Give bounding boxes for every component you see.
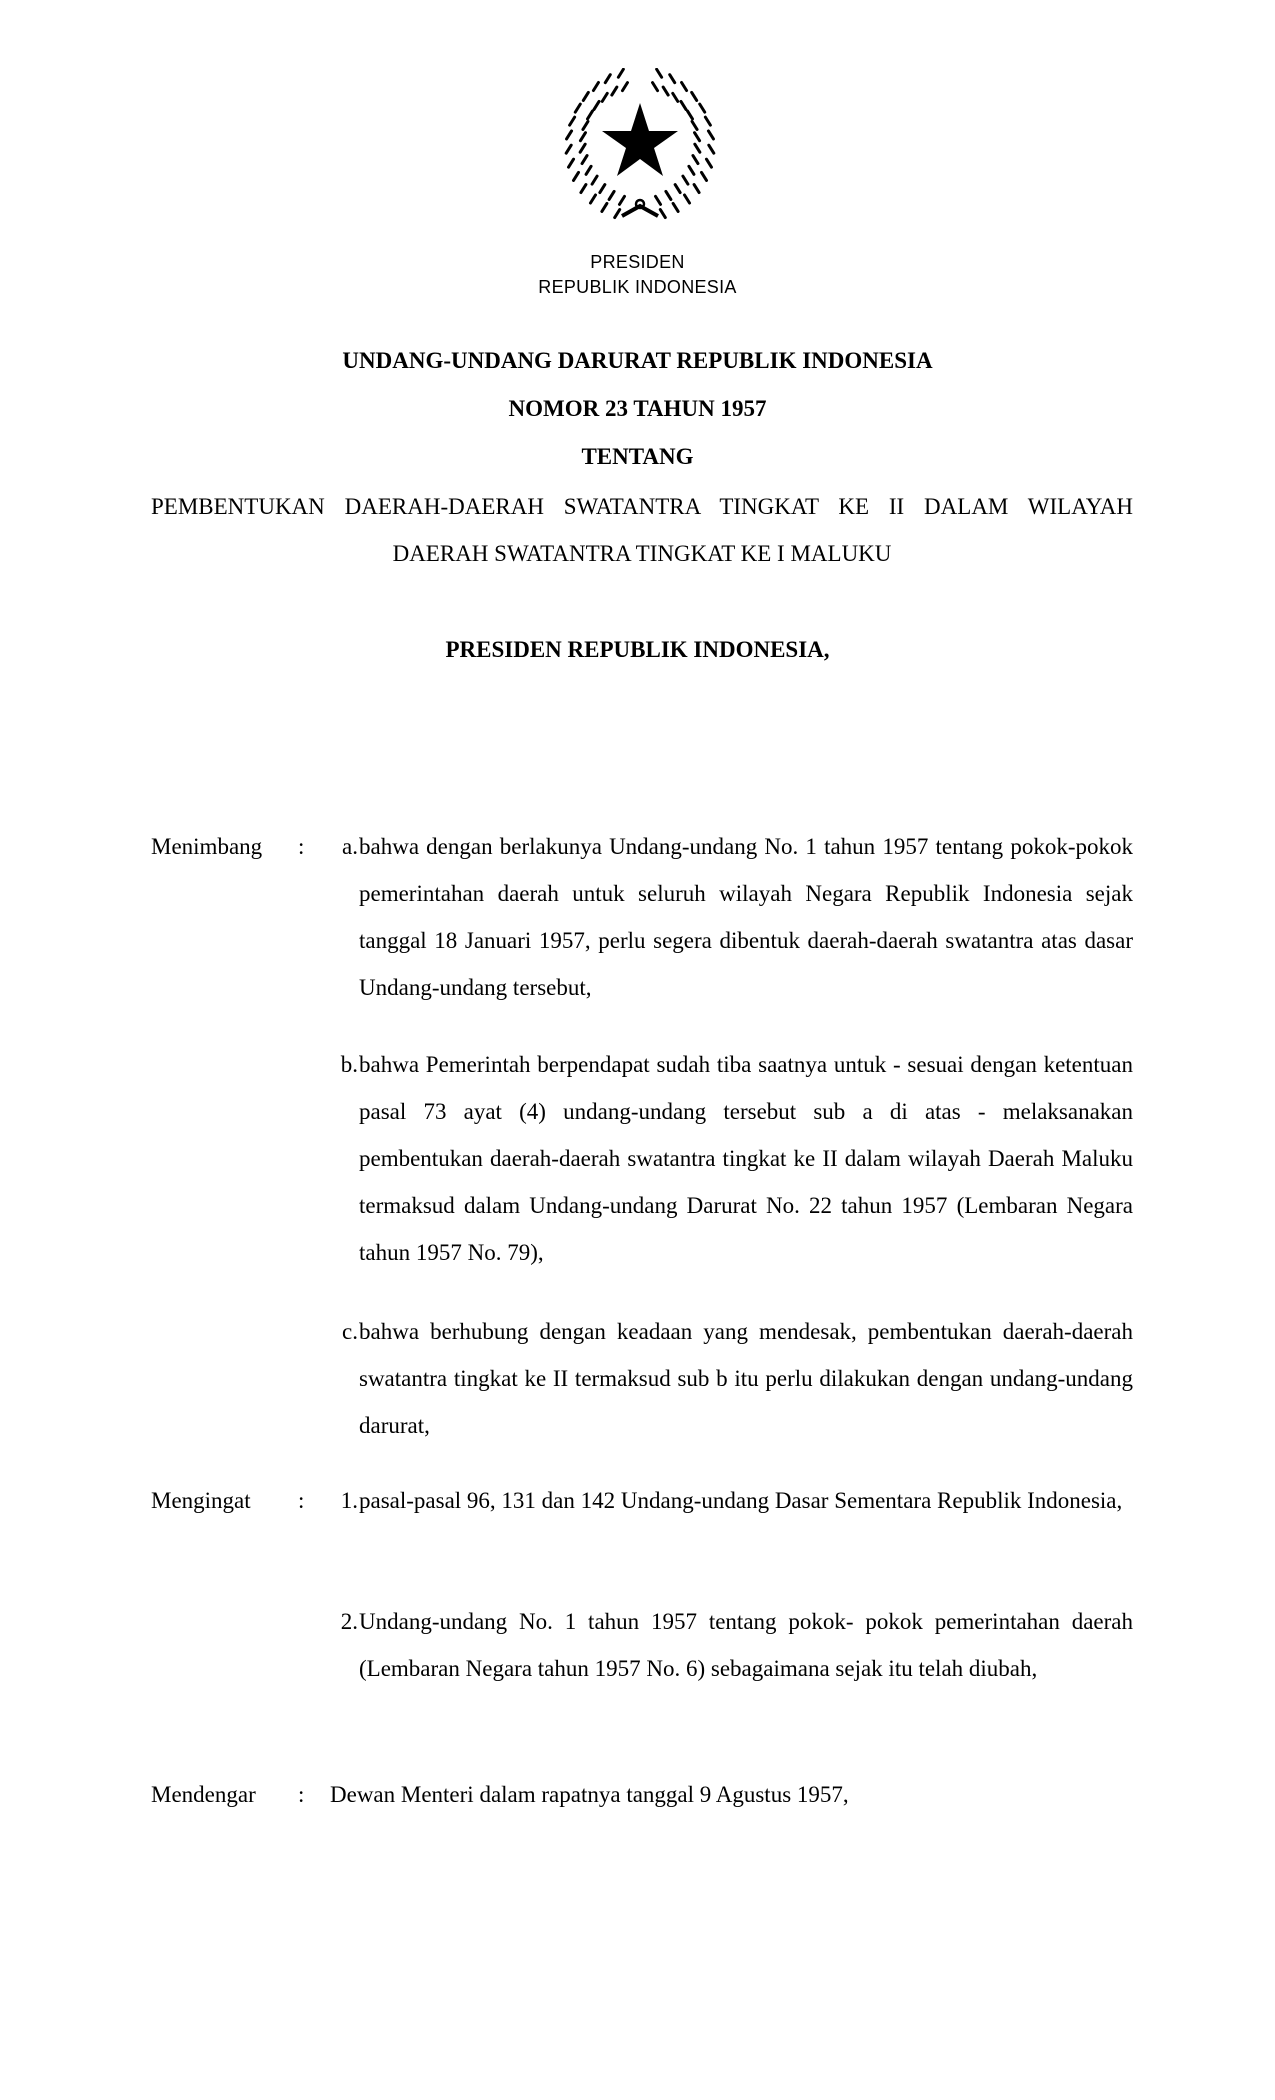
list-item-text: Undang-undang No. 1 tahun 1957 tentang pokok- pokok pemerintahan daerah (Lembaran Negara tahun 1957 No. 6) sebagaimana sejak itu telah diubah, (359, 1609, 1133, 1681)
mengingat-colon: : (298, 1488, 305, 1513)
list-item-number: 2. (340, 1609, 358, 1634)
mendengar-text: Dewan Menteri dalam rapatnya tanggal 9 Agustus 1957, (330, 1782, 849, 1807)
list-item-number: 1. (340, 1488, 358, 1513)
menimbang-colon: : (298, 834, 305, 859)
list-item-text: bahwa berhubung dengan keadaan yang mendesak, pembentukan daerah-daerah swatantra tingkat ke II termaksud sub b itu perlu dilakukan dengan undang-undang darurat, (359, 1319, 1133, 1438)
list-item-text: pasal-pasal 96, 131 dan 142 Undang-undang Dasar Sementara Republik Indonesia, (359, 1488, 1123, 1513)
document-title: UNDANG-UNDANG DARURAT REPUBLIK INDONESIA (342, 348, 933, 373)
presidential-emblem (560, 68, 720, 228)
mengingat-label: Mengingat (151, 1488, 251, 1513)
menimbang-label: Menimbang (151, 834, 263, 859)
list-item-number: c. (342, 1319, 358, 1344)
list-item-text: bahwa Pemerintah berpendapat sudah tiba saatnya untuk - sesuai dengan ketentuan pasal 73 ayat (4) undang-undang tersebut sub a di atas - melaksanakan pembentukan daerah-daerah swatantra tingkat ke II dalam wilayah Daerah Maluku termaksud dalam Undang-undang Darurat No. 22 tahun 1957 (Lembaran Negara tahun 1957 No. 79), (359, 1052, 1133, 1265)
letterhead-republic: REPUBLIK INDONESIA (538, 277, 737, 297)
document-number: NOMOR 23 TAHUN 1957 (508, 396, 767, 421)
list-item-text: bahwa dengan berlakunya Undang-undang No. 1 tahun 1957 tentang pokok-pokok pemerintahan daerah untuk seluruh wilayah Negara Republik Indonesia sejak tanggal 18 Januari 1957, perlu segera dibentuk daerah-daerah swatantra atas dasar Undang-undang tersebut, (359, 834, 1133, 1000)
mendengar-label: Mendengar (151, 1782, 256, 1807)
list-item-number: b. (340, 1052, 358, 1077)
document-about: TENTANG (581, 444, 694, 469)
letterhead-president: PRESIDEN (590, 252, 685, 272)
star-wreath-icon (560, 68, 720, 228)
list-item-number: a. (342, 834, 358, 859)
mendengar-colon: : (298, 1782, 305, 1807)
issuer: PRESIDEN REPUBLIK INDONESIA, (445, 637, 830, 662)
document-subject: PEMBENTUKAN DAERAH-DAERAH SWATANTRA TINGKAT KE II DALAM WILAYAH DAERAH SWATANTRA TINGKAT KE I MALUKU (151, 494, 1133, 566)
